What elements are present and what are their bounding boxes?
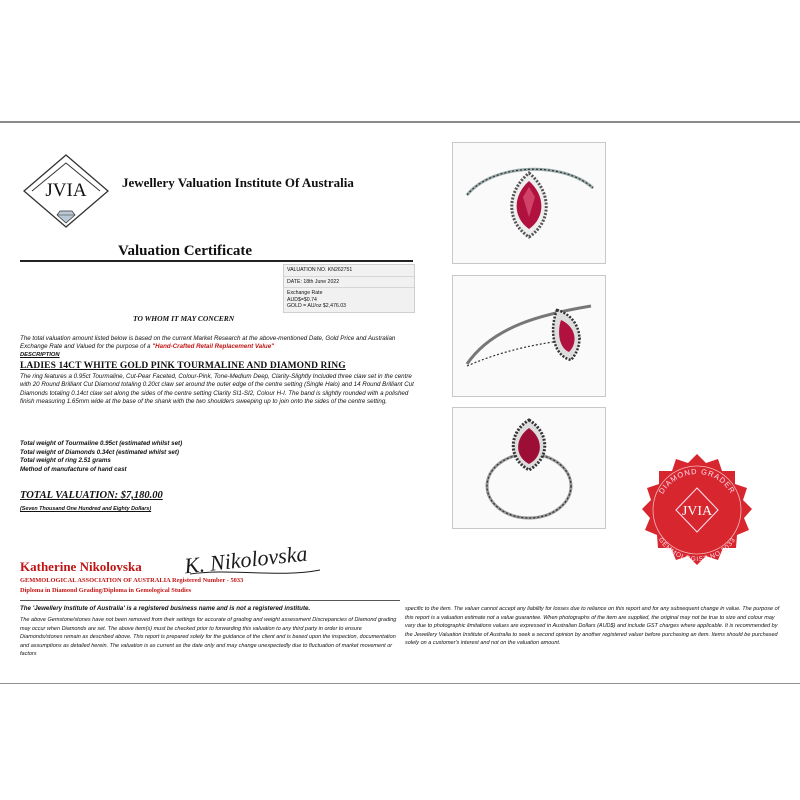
page-top-edge xyxy=(0,121,800,123)
total-valuation: TOTAL VALUATION: $7,180.00 xyxy=(20,490,163,501)
aud-rate: AUD$=$0.74 xyxy=(287,296,317,303)
intro-paragraph xyxy=(20,335,415,352)
diamond-grader-seal xyxy=(636,452,758,574)
disclaimer-left: The above Gemstone/stones have not been removed from their settings for accurate of grading and weight assessment Discrepancies of Diamond grading may occur when Diamonds are set. The above item(s) must be checked prior to forwarding this valuation to any third party in order to ensure Diamonds/stones remain as described above. This report is prepared solely for the guidance of the client and is based upon the inspection, documentation and assumptions as detailed herein. The valuation is as current as the date only and may change unexpectedly due to fluctuation of market movement or factors xyxy=(20,617,397,658)
description-label: DESCRIPTION xyxy=(20,352,60,358)
salutation: TO WHOM IT MAY CONCERN xyxy=(133,314,235,323)
total-in-words: (Seven Thousand One Hundred and Eighty Dollars) xyxy=(20,506,152,512)
org-name: Jewellery Valuation Institute Of Australia xyxy=(122,175,354,190)
valuer-name: Katherine Nikolovska xyxy=(20,559,142,574)
valuation-date: DATE: 18th June 2022 xyxy=(284,277,414,289)
jvia-logo xyxy=(20,153,112,228)
intro-text: The total valuation amount listed below is based on the current Market Research at the above-mentioned Date, Gold Price and Australian Exchange Rate and Valued for the purpose of a xyxy=(20,335,396,351)
seal-center-text: JVIA xyxy=(681,504,713,519)
ring-photo-side xyxy=(452,275,606,397)
valuation-purpose: "Hand-Crafted Retail Replacement Value" xyxy=(152,343,275,351)
page-bottom-edge xyxy=(0,683,800,684)
seal-top-text: DIAMOND GRADER xyxy=(656,466,738,496)
disclaimer-heading: The 'Jewellery Institute of Australia' is a registered business name and is not a registered institute. xyxy=(20,605,311,612)
weight-diamonds: Total weight of Diamonds 0.34ct (estimated whilst set) xyxy=(20,448,179,456)
association-line: GEMMOLOGICAL ASSOCIATION OF AUSTRALIA Registered Number - 5033 xyxy=(20,577,244,584)
weight-ring: Total weight of ring 2.51 grams xyxy=(20,457,111,465)
exchange-label: Exchange Rate xyxy=(287,290,323,296)
disclaimer-rule xyxy=(20,600,400,601)
logo-text: JVIA xyxy=(45,180,87,201)
manufacture-method: Method of manufacture of hand cast xyxy=(20,465,127,473)
diploma-line: Diploma in Diamond Grading/Diploma in Gemological Studies xyxy=(20,587,192,594)
ring-photo-top xyxy=(452,142,606,264)
weight-tourmaline: Total weight of Tourmaline 0.95ct (estimated whilst set) xyxy=(20,440,183,447)
title-rule xyxy=(20,260,413,262)
certificate-title: Valuation Certificate xyxy=(118,243,253,259)
item-title: LADIES 14CT WHITE GOLD PINK TOURMALINE AND DIAMOND RING xyxy=(20,361,346,371)
valuation-number: VALUATION NO. KN262751 xyxy=(284,265,414,277)
seal-bottom-text: GEMMOLOGIST NO 5033 xyxy=(656,536,738,564)
ring-photo-front xyxy=(452,407,606,529)
valuation-info-box xyxy=(283,264,415,313)
item-description: The ring features a 0.95ct Tourmaline, Cut-Pear Faceted, Colour-Pink, Tone-Medium Deep, Clarity-Slightly Included three claw set in the centre with 20 Round Brilliant Cut Diamond totaling 0.20ct claw set around the outer edge of the centre setting (Single Halo) and 14 Round Brilliant Cut Diamonds totaling 0.14ct claw set along the sides of the centre setting Clarity SI1-SI2, Colour H-I. The band is slightly rounded with a polished finish measuring 1.65mm wide at the base of the shank with the two shoulders sweeping up to join onto the sides of the centre setting. xyxy=(20,373,414,406)
exchange-rates xyxy=(284,288,414,312)
gold-rate: GOLD = AU/oz $2,476.03 xyxy=(287,303,346,309)
disclaimer-right: specific to the item. The valuer cannot accept any liability for losses due to reliance on this report and for any subsequent change in value. The purpose of this report is a valuation estimate not a value guarantee. When photographs of the item are supplied, the original may not be true to size and colour may vary due to photographic limitations values are expressed in Australian Dollars (AUD$) and include GST charges where applicable. It is recommended by the Jewellery Valuation Institute of Australia to seek a second opinion by another registered valuer before purchasing an item. Items should be purchased solely on a customer's interest and not on the valuation amount. xyxy=(405,606,780,647)
weights-list xyxy=(20,440,182,474)
signature-text: K. Nikolovska xyxy=(183,540,309,579)
